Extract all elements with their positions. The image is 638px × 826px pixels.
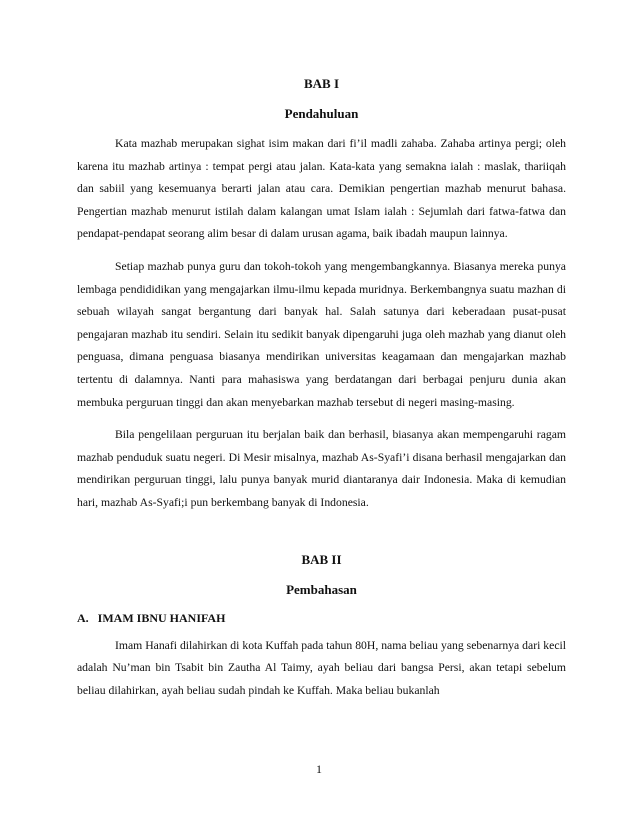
chapter2-title: BAB II: [301, 551, 342, 567]
chapter1-subtitle: Pendahuluan: [284, 106, 359, 121]
chapter1-paragraph-1: Kata mazhab merupakan sighat isim makan dari fi’il madli zahaba. Zahaba artinya pergi; oleh karena itu mazhab artinya : tempat pergi atau jalan. Kata-kata yang semakna ialah : maslak, thariiqah dan sabiil yang kesemuanya berarti jalan atau cara. Demikian pengertian mazhab menurut bahasa. Pengertian mazhab menurut istilah dalam kalangan umat Islam ialah : Sejumlah dari fatwa-fatwa dan pendapat-pendapat seorang alim besar di dalam urusan agama, baik ibadah maupun lainnya.: [77, 137, 566, 241]
page-number: 1: [316, 762, 322, 776]
chapter2-paragraph-1: Imam Hanafi dilahirkan di kota Kuffah pada tahun 80H, nama beliau yang sebenarnya dari kecil adalah Nu’man bin Tsabit bin Zautha Al Taimy, ayah beliau dari bangsa Persi, akan tetapi sebelum beliau dilahirkan, ayah beliau sudah pindah ke Kuffah. Maka beliau bukanlah: [77, 638, 566, 697]
section-a-label: A. IMAM IBNU HANIFAH: [77, 610, 226, 625]
chapter1-title: BAB I: [303, 76, 340, 91]
chapter1-paragraph-3: Bila pengelilaan perguruan itu berjalan baik dan berhasil, biasanya akan mempengaruhi ragam mazhab penduduk suatu negeri. Di Mesir misalnya, mazhab As-Syafi’i disana berhasil mengajarkan dan mendirikan perguruan tinggi, lalu punya banyak murid diantaranya dair Indonesia. Maka di kemudian hari, mazhab As-Syafi;i pun berkembang banyak di Indonesia.: [77, 428, 566, 509]
chapter1-paragraph-2: Setiap mazhab punya guru dan tokoh-tokoh yang mengembangkannya. Biasanya mereka punya lembaga pendididikan yang mengajarkan ilmu-ilmu kepada muridnya. Berkembangnya suatu mazhan di sebuah wilayah sangat bergantung dari banyak hal. Salah satunya dari keberadaan pusat-pusat pengajaran mazhab itu sendiri. Selain itu sedikit banyak dipengaruhi juga oleh mazhab yang dianut oleh penguasa, dimana penguasa biasanya mendirikan universitas keagamaan dan mengajarkan mazhab tertentu di dalamnya. Nanti para mahasiswa yang berdatangan dari berbagai penjuru dunia akan membuka perguruan tinggi dan akan menyebarkan mazhab tersebut di negeri masing-masing.: [77, 259, 566, 409]
chapter2-subtitle: Pembahasan: [286, 581, 357, 597]
